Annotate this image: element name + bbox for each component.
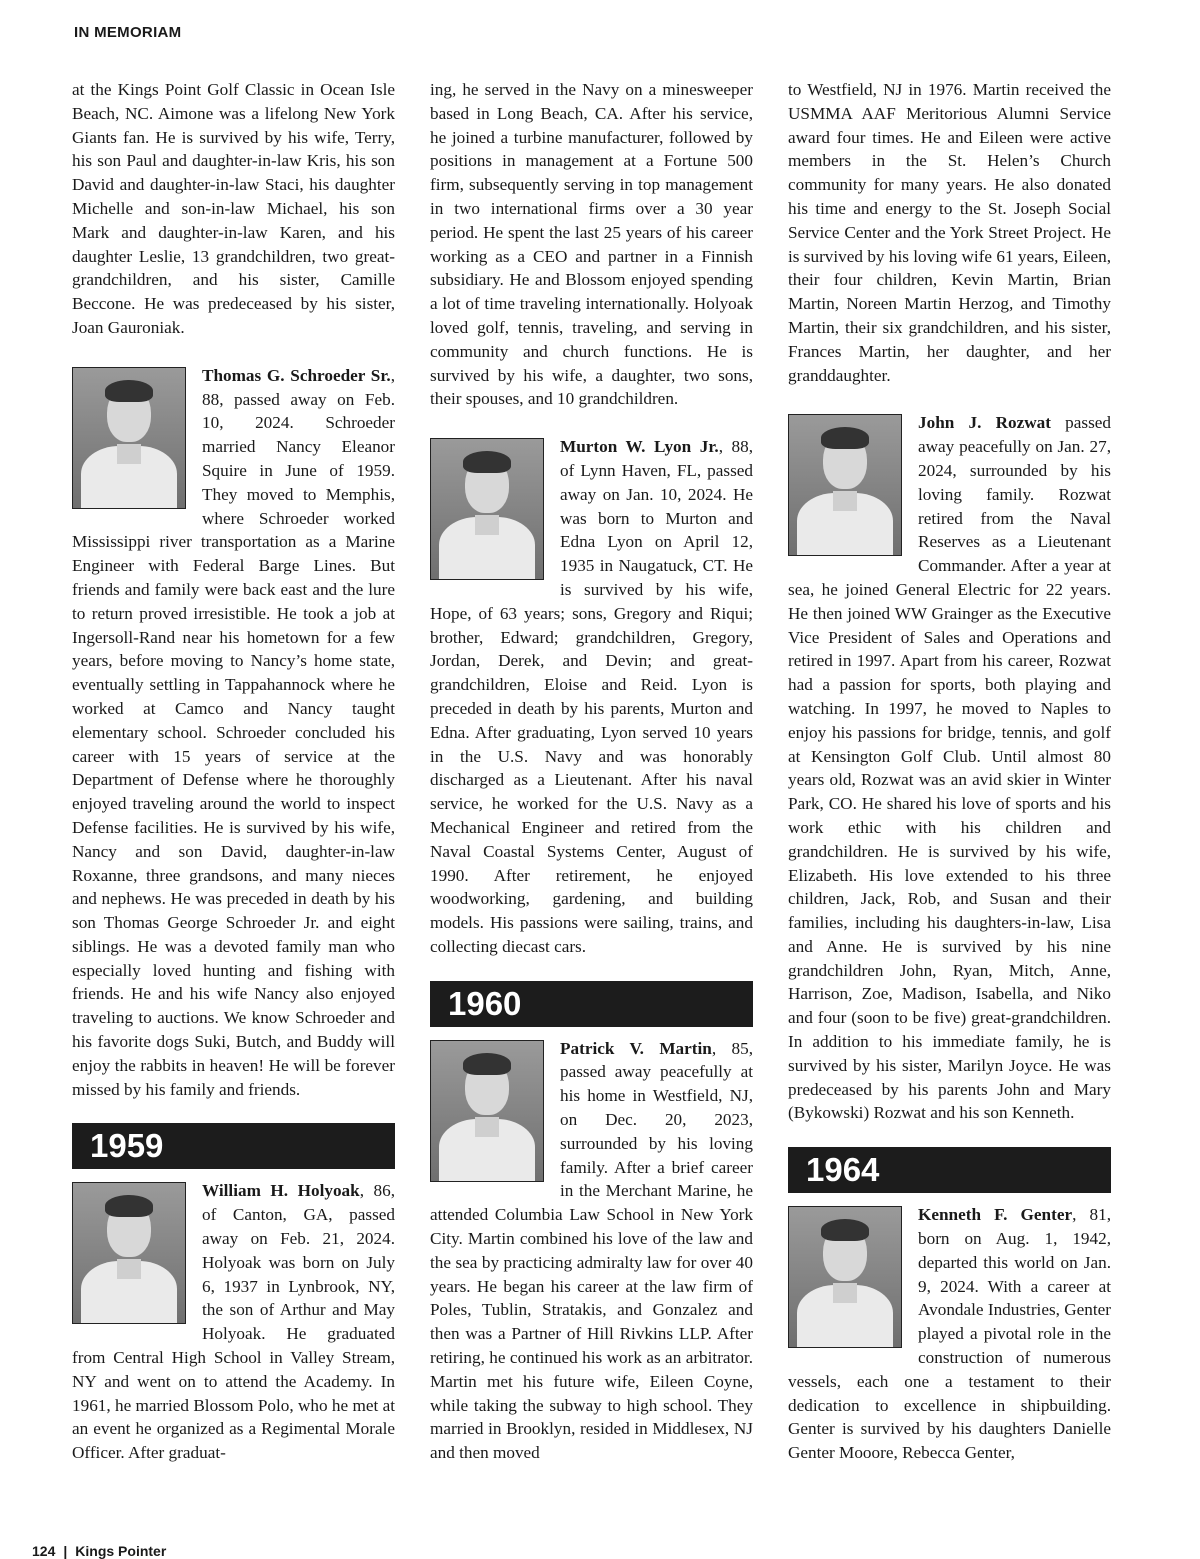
obituary-schroeder [72,364,395,1102]
martin-portrait-photo [430,1040,544,1182]
class-year-banner-1960: 1960 [430,981,753,1027]
column-1 [72,78,395,1465]
section-header: IN MEMORIAM [74,24,182,41]
rozwat-portrait-photo [788,414,902,556]
column-3 [788,78,1111,1465]
class-year-banner-1959: 1959 [72,1123,395,1169]
obituary-lyon [430,435,753,959]
footer-separator: | [63,1543,68,1559]
page-footer [32,1543,166,1559]
page-number: 124 [32,1543,56,1559]
obituary-name: Thomas G. Schroeder Sr. [202,365,391,385]
obituary-martin [430,1037,753,1465]
obituary-name: William H. Holyoak [202,1181,360,1201]
holyoak-portrait-photo [72,1182,186,1324]
genter-portrait-photo [788,1206,902,1348]
obituary-name: Murton W. Lyon Jr. [560,437,719,457]
obituary-name: John J. Rozwat [918,413,1051,433]
obituary-text: , 85, passed away peacefully at his home in Westfield, NJ, on Dec. 20, 2023, surrounded by his loving family. After a brief career in the Merchant Marine, he attended Columbia Law School in New York City. Martin combined his love of the law and the sea by practicing admiralty law for over 40 years. He began his career at the law firm of Poles, Tublin, Stratakis, and Gonzalez and then was a Partner of Hill Rivkins LLP. After retiring, he continued his work as an arbitrator. Martin met his future wife, Eileen Coyne, while taking the subway to high school. They married in Brooklyn, resided in Middlesex, NJ and then moved [430,1038,753,1463]
obituary-rozwat [788,411,1111,1125]
obituary-text: , 88, passed away on Feb. 10, 2024. Schroeder married Nancy Eleanor Squire in June of 1959. They moved to Memphis, where Schroeder worked Mississippi river transportation as a Marine Engineer with Federal Barge Lines. But friends and family were back east and the lure to return proved irresistible. He took a job at Ingersoll-Rand near his hometown for a few years, before moving to Nancy’s home state, eventually settling in Tappahannock where he worked at Camco and Nancy taught elementary school. Schroeder concluded his career with 15 years of service at the Department of Defense where he thoroughly enjoyed traveling around the world to inspect Defense facilities. He is survived by his wife, Nancy and son David, daughter-in-law Roxanne, three grandsons, and many nieces and nephews. He was preceded in death by his son Thomas George Schroeder Jr. and eight siblings. He was a devoted family man who especially loved hunting and fishing with friends. He and his wife Nancy also enjoyed traveling to auctions. We know Schroeder and his favorite dogs Suki, Butch, and Buddy will enjoy the rabbits in heaven! He will be forever missed by his family and friends. [72,365,395,1099]
obituary-text: passed away peacefully on Jan. 27, 2024, surrounded by his loving family. Rozwat retired from the Naval Reserves as a Lieutenant Commander. After a year at sea, he joined General Electric for 22 years. He then joined WW Grainger as the Executive Vice President of Sales and Operations and retired in 1997. Apart from his career, Rozwat had a passion for sports, both playing and watching. In 1997, he moved to Naples to enjoy his passions for bridge, tennis, and golf at Kensington Golf Club. Until almost 80 years old, Rozwat was an avid skier in Winter Park, CO. He shared his love of sports and his work ethic with his children and grandchildren. He is survived by his wife, Elizabeth. His love extended to his three children, Jack, Rob, and Susan and their families, including his daughters-in-law, Lisa and Anne. He is survived by his nine grandchildren John, Ryan, Mitch, Anne, Harrison, Zoe, Madison, Isabella, and Niko and four (soon to be five) great-grandchildren. In addition to his immediate family, he is survived by his sister, Marilyn Joyce. He was predeceased by his parents John and Mary (Bykowski) Rozwat and his son Kenneth. [788,413,1111,1123]
obituary-martin-continued: to Westfield, NJ in 1976. Martin received the USMMA AAF Meritorious Alumni Service award four times. He and Eileen were active members in the St. Helen’s Church community for many years. He also donated his time and energy to the St. Joseph Social Service Center and the York Street Project. He is survived by his loving wife 61 years, Eileen, their four children, Kevin Martin, Brian Martin, Noreen Martin Herzog, and Timothy Martin, their six grandchildren, and his sister, Frances Martin, her daughter, and her granddaughter. [788,80,1111,385]
class-year-banner-1964: 1964 [788,1147,1111,1193]
obituary-text: , 81, born on Aug. 1, 1942, departed this world on Jan. 9, 2024. With a career at Avondale Industries, Genter played a pivotal role in the construction of numerous vessels, each one a testament to their dedication to excellence in shipbuilding. Genter is survived by his daughters Danielle Genter Mooore, Rebecca Genter, [788,1205,1112,1463]
obituary-name: Patrick V. Martin [560,1038,712,1058]
column-2 [430,78,753,1465]
lyon-portrait-photo [430,438,544,580]
obituary-name: Kenneth F. Genter [918,1205,1073,1225]
obituary-text: , 86, of Canton, GA, passed away on Feb. 21, 2024. Holyoak was born on July 6, 1937 in Lynbrook, NY, the son of Arthur and May Holyoak. He graduated from Central High School in Valley Stream, NY and went on to attend the Academy. In 1961, he married Blossom Polo, who he met at an event he organized as a Regimental Morale Officer. After graduat- [72,1181,395,1463]
obituary-genter [788,1203,1111,1465]
schroeder-portrait-photo [72,367,186,509]
obituary-text: , 88, of Lynn Haven, FL, passed away on Jan. 10, 2024. He was born to Murton and Edna Lyon on April 12, 1935 in Naugatuck, CT. He is survived by his wife, Hope, of 63 years; sons, Gregory and Riqui; brother, Edward; grandchildren, Gregory, Jordan, Derek, and Devin; and great-grandchildren, Eloise and Reid. Lyon is preceded in death by his parents, Murton and Edna. After graduating, Lyon served 10 years in the U.S. Navy and was honorably discharged as a Lieutenant. After his naval service, he worked for the U.S. Navy as a Mechanical Engineer and retired from the Naval Coastal Systems Center, August of 1990. After retirement, he enjoyed woodworking, gardening, and building models. His passions were sailing, trains, and collecting diecast cars. [430,437,753,956]
obituary-holyoak-continued: ing, he served in the Navy on a minesweeper based in Long Beach, CA. After his service, he joined a turbine manufacturer, followed by positions in management at a Fortune 500 firm, subsequently serving in top management in two international firms over a 30 year period. He spent the last 25 years of his career working as a CEO and partner in a Finnish subsidiary. He and Blossom enjoyed spending a lot of time traveling internationally. Holyoak loved golf, tennis, traveling, and serving in community and church functions. He is survived by his wife, a daughter, two sons, their spouses, and 10 grandchildren. [430,80,753,409]
magazine-name: Kings Pointer [75,1543,167,1559]
obituary-aimone-continued: at the Kings Point Golf Classic in Ocean Isle Beach, NC. Aimone was a lifelong New York Giants fan. He is survived by his wife, Terry, his son Paul and daughter-in-law Kris, his son David and daughter-in-law Staci, his daughter Michelle and son-in-law Michael, his son Mark and daughter-in-law Karen, and his daughter Leslie, 13 grandchildren, two great-grandchildren, and his sister, Camille Beccone. He was predeceased by his sister, Joan Gauroniak. [72,80,395,337]
obituary-holyoak [72,1179,395,1465]
